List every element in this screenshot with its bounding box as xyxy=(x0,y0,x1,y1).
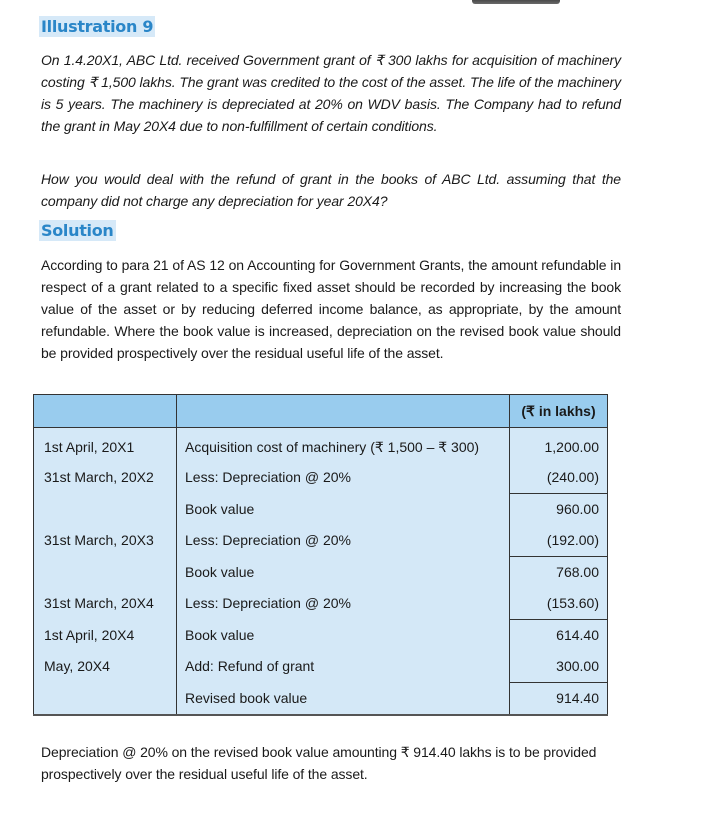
header-date xyxy=(34,395,177,428)
row-amount: 914.40 xyxy=(510,683,608,716)
row-particulars: Less: Depreciation @ 20% xyxy=(177,462,510,494)
row-amount: (153.60) xyxy=(546,595,599,611)
row-date: 1st April, 20X4 xyxy=(34,620,177,652)
table-row xyxy=(34,683,608,716)
row-amount: 768.00 xyxy=(510,557,608,589)
table-row xyxy=(34,557,608,589)
table-row xyxy=(34,620,608,652)
question-paragraph: On 1.4.20X1, ABC Ltd. received Government grant of ₹ 300 lakhs for acquisition of machinery costing ₹ 1,500 lakhs. The grant was credited to the cost of the asset. The life of the machinery is 5 years. The machinery is depreciated at 20% on WDV basis. The Company had to refund the grant in May 20X4 due to non-fulfillment of certain conditions. xyxy=(41,52,621,134)
table-row xyxy=(34,428,608,463)
viewer-top-tab xyxy=(472,0,560,4)
row-particulars: Acquisition cost of machinery (₹ 1,500 – ₹ 300) xyxy=(177,428,510,463)
table-row xyxy=(34,588,608,620)
solution-heading: Solution xyxy=(41,221,114,240)
depreciation-schedule-table xyxy=(33,394,608,716)
row-date xyxy=(34,683,177,716)
row-date xyxy=(34,494,177,526)
row-particulars: Less: Depreciation @ 20% xyxy=(177,588,510,620)
table-row xyxy=(34,525,608,557)
row-amount: 960.00 xyxy=(510,494,608,526)
row-amount: (192.00) xyxy=(546,532,599,548)
row-particulars: Book value xyxy=(177,557,510,589)
table-header-row xyxy=(34,395,608,428)
table-row xyxy=(34,462,608,494)
question-prompt: How you would deal with the refund of grant in the books of ABC Ltd. assuming that the company did not charge any depreciation for year 20X4? xyxy=(41,171,621,209)
row-particulars: Book value xyxy=(177,494,510,526)
table-row xyxy=(34,651,608,683)
row-amount-value: 1,200.00 xyxy=(544,439,599,455)
row-amount: (240.00) xyxy=(546,469,599,485)
row-amount: 614.40 xyxy=(510,620,608,652)
row-date xyxy=(34,557,177,589)
row-amount xyxy=(510,428,608,463)
header-amount: (₹ in lakhs) xyxy=(510,395,608,428)
row-date: 31st March, 20X4 xyxy=(34,588,177,620)
row-particulars: Book value xyxy=(177,620,510,652)
row-amount: 300.00 xyxy=(556,658,599,674)
row-date: 31st March, 20X3 xyxy=(34,525,177,557)
illustration-heading: Illustration 9 xyxy=(41,17,154,36)
row-date: 1st April, 20X1 xyxy=(34,428,177,463)
row-particulars: Revised book value xyxy=(177,683,510,716)
row-particulars: Less: Depreciation @ 20% xyxy=(177,525,510,557)
conclusion-paragraph: Depreciation @ 20% on the revised book value amounting ₹ 914.40 lakhs is to be provided prospectively over the residual useful life of the asset. xyxy=(41,744,597,782)
solution-paragraph: According to para 21 of AS 12 on Accounting for Government Grants, the amount refundable in respect of a grant related to a specific fixed asset should be recorded by increasing the book value of the asset or by reducing deferred income balance, as appropriate, by the amount refundable. Where the book value is increased, depreciation on the revised book value should be provided prospectively over the residual useful life of the asset. xyxy=(41,257,621,361)
row-particulars: Add: Refund of grant xyxy=(177,651,510,683)
header-particulars xyxy=(177,395,510,428)
row-date: May, 20X4 xyxy=(34,651,177,683)
row-date: 31st March, 20X2 xyxy=(34,462,177,494)
table-row xyxy=(34,494,608,526)
